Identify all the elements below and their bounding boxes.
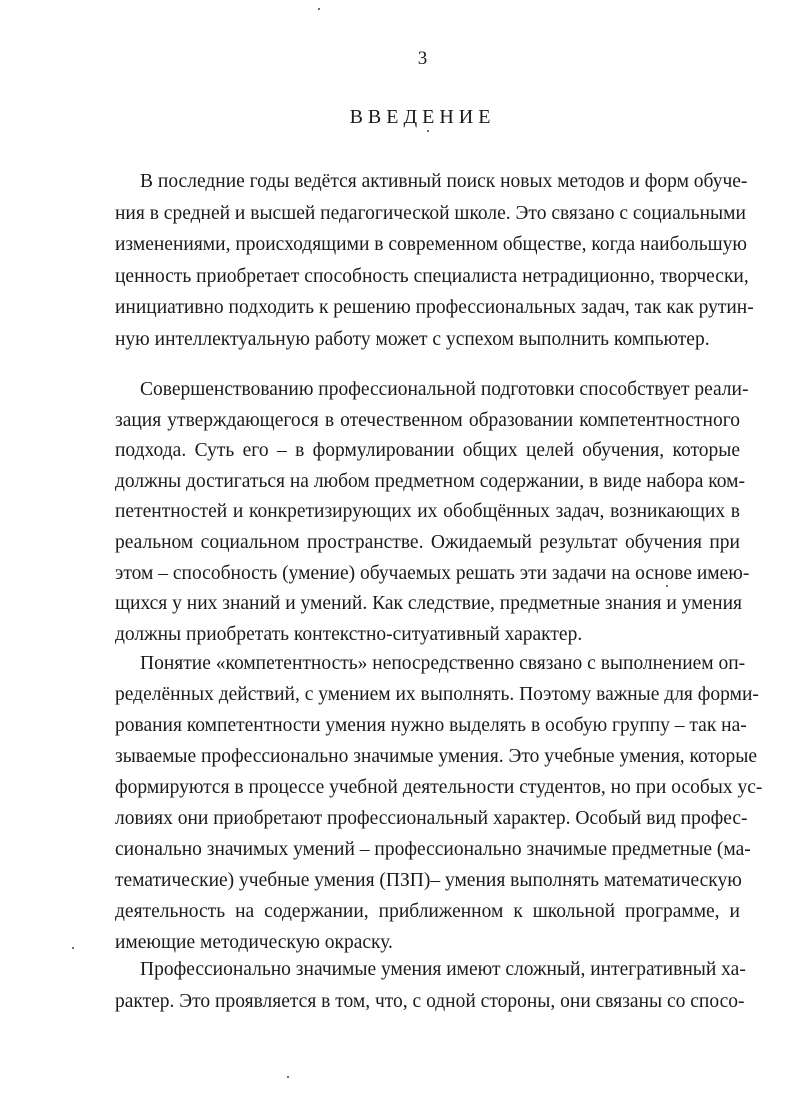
paragraph-1-line: В последние годы ведётся активный поиск новых методов и форм обуче-: [140, 171, 748, 192]
paragraph-2-line: петентностей и конкретизирующих их обобщённых задач, возникающих в: [115, 501, 740, 523]
paragraph-3-line: тематические) учебные умения (ПЗП)– умения выполнять математическую: [115, 870, 742, 891]
paragraph-1-line: ния в средней и высшей педагогической школе. Это связано с социальными: [115, 202, 746, 224]
scan-speck: [318, 8, 320, 10]
section-heading: ВВЕДЕНИЕ: [349, 106, 496, 128]
paragraph-2-line: должны достигаться на любом предметном содержании, в виде набора ком-: [115, 470, 745, 492]
paragraph-3-line: ловиях они приобретают профессиональный характер. Особый вид профес-: [115, 808, 748, 829]
scan-speck: [666, 585, 668, 587]
scan-speck: [72, 947, 74, 949]
scan-speck: [427, 130, 429, 132]
paragraph-3-line: Понятие «компетентность» непосредственно связано с выполнением оп-: [140, 653, 746, 674]
paragraph-2-line: должны приобретать контекстно-ситуативный характер.: [115, 623, 583, 645]
paragraph-2-line: Совершенствованию профессиональной подготовки способствует реали-: [140, 379, 749, 400]
paragraph-3-line: зываемые профессионально значимые умения. Это учебные умения, которые: [115, 746, 758, 767]
paragraph-3-line: имеющие методическую окраску.: [115, 932, 393, 953]
paragraph-3-line: ределённых действий, с умением их выполнять. Поэтому важные для форми-: [115, 684, 759, 705]
paragraph-2-line: щихся у них знаний и умений. Как следствие, предметные знания и умения: [115, 593, 743, 615]
paragraph-2-line: этом – способность (умение) обучаемых решать эти задачи на основе имею-: [115, 562, 750, 584]
paragraph-3-line: рования компетентности умения нужно выделять в особую группу – так на-: [115, 715, 747, 736]
paragraph-2-line: подхода. Суть его – в формулировании общих целей обучения, которые: [115, 440, 740, 462]
paragraph-3-line: деятельность на содержании, приближенном к школьной программе, и: [115, 901, 740, 922]
paragraph-3-line: формируются в процессе учебной деятельности студентов, но при особых ус-: [115, 777, 763, 798]
paragraph-4-line: Профессионально значимые умения имеют сложный, интегративный ха-: [140, 959, 746, 980]
paragraph-1-line: инициативно подходить к решению профессиональных задач, так как рутин-: [115, 297, 754, 319]
paragraph-1-line: ную интеллектуальную работу может с успехом выполнить компьютер.: [115, 329, 710, 350]
scan-speck: [287, 1076, 289, 1078]
paragraph-3-line: сионально значимых умений – профессионально значимые предметные (ма-: [115, 839, 751, 860]
paragraph-4-line: рактер. Это проявляется в том, что, с одной стороны, они связаны со спосо-: [115, 991, 745, 1012]
page-number: 3: [417, 48, 428, 69]
paragraph-2-line: реальном социальном пространстве. Ожидаемый результат обучения при: [115, 532, 740, 553]
paragraph-1-line: ценность приобретает способность специалиста нетрадиционно, творчески,: [115, 265, 749, 287]
paragraph-2-line: зация утверждающегося в отечественном образовании компетентностного: [115, 409, 740, 431]
paragraph-1-line: изменениями, происходящими в современном обществе, когда наибольшую: [115, 234, 747, 256]
